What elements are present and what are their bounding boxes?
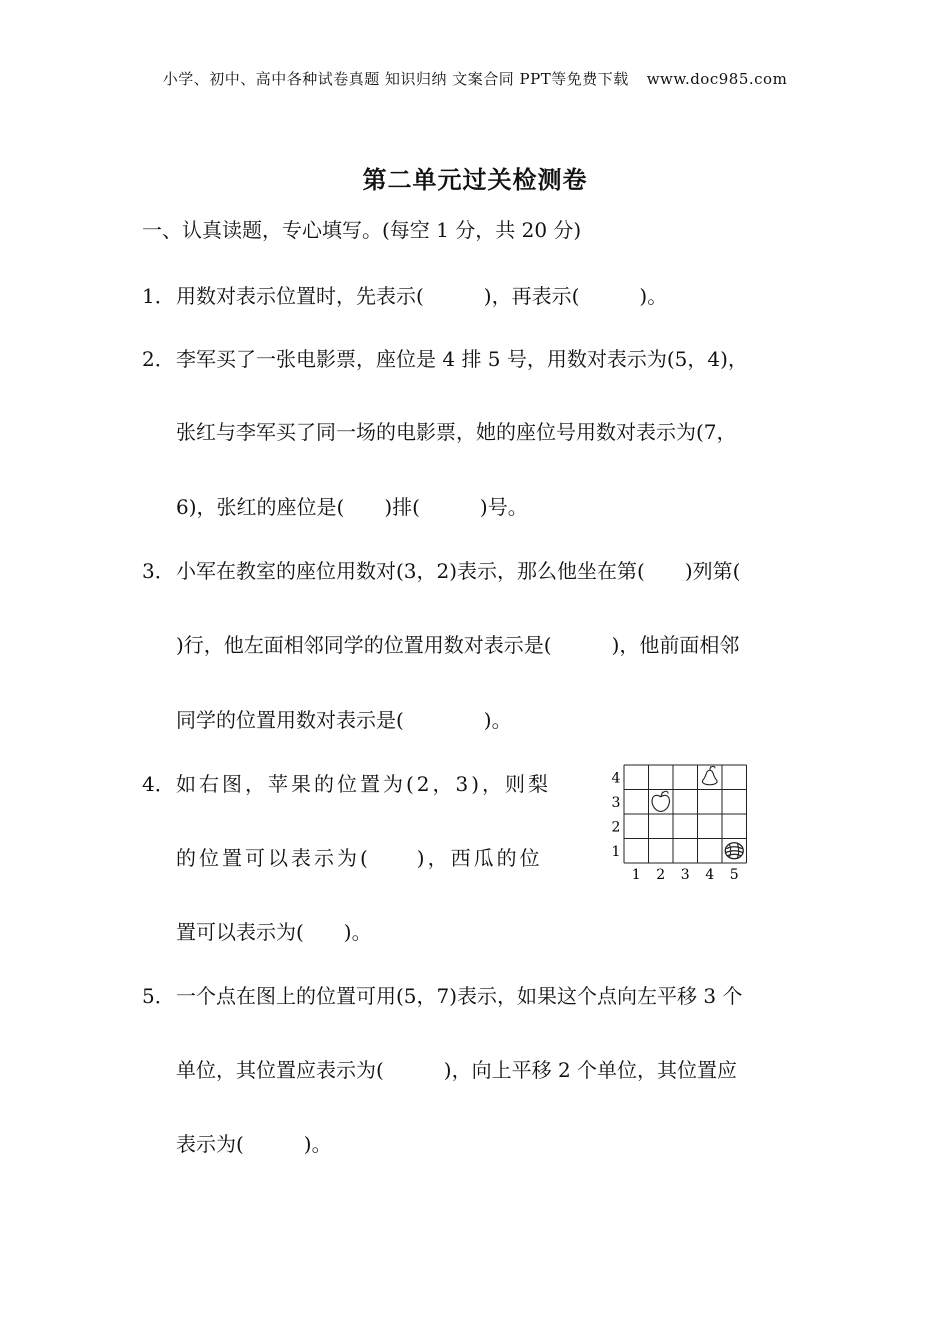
- question-line: 置可以表示为( )。: [176, 920, 372, 944]
- y-tick-label: 2: [611, 819, 621, 836]
- question-4: [142, 768, 551, 797]
- question-line: 表示为( )。: [176, 1132, 332, 1156]
- question-line: 的位置可以表示为( )，西瓜的位: [176, 846, 543, 870]
- y-tick-label: 1: [611, 843, 621, 860]
- page-title: 第二单元过关检测卷: [362, 166, 588, 194]
- section-heading: 一、认真读题，专心填写。(每空 1 分，共 20 分): [142, 218, 582, 242]
- coordinate-grid-figure: [604, 762, 754, 883]
- question-number: 2．: [142, 347, 175, 371]
- question-5: [142, 980, 743, 1009]
- question-1: [142, 280, 667, 309]
- x-tick-label: 3: [680, 867, 690, 883]
- question-line: 小军在教室的座位用数对(3，2)表示，那么他坐在第( )列第(: [176, 559, 741, 583]
- question-line: 如右图，苹果的位置为(2，3)，则梨: [176, 772, 552, 796]
- y-tick-label: 3: [611, 794, 621, 811]
- question-line: 张红与李军买了同一场的电影票，她的座位号用数对表示为(7，: [176, 420, 737, 444]
- x-tick-label: 5: [729, 867, 739, 883]
- x-tick-label: 2: [656, 867, 666, 883]
- question-2: [142, 343, 748, 372]
- question-number: 4．: [142, 772, 175, 796]
- question-line: 单位，其位置应表示为( )，向上平移 2 个单位，其位置应: [176, 1058, 738, 1082]
- x-tick-label: 1: [631, 867, 641, 883]
- question-line: 用数对表示位置时，先表示( )，再表示( )。: [176, 284, 668, 308]
- question-line: 6)，张红的座位是( )排( )号。: [176, 495, 528, 519]
- header-url[interactable]: www.doc985.com: [646, 70, 788, 88]
- x-tick-label: 4: [705, 867, 715, 883]
- pear-icon: [702, 766, 717, 785]
- header-text: 小学、初中、高中各种试卷真题 知识归纳 文案合同 PPT等免费下载: [162, 70, 629, 88]
- apple-icon: [652, 791, 669, 811]
- coordinate-grid: [604, 762, 754, 883]
- question-line: )行，他左面相邻同学的位置用数对表示是( )，他前面相邻: [176, 633, 740, 657]
- question-line: 李军买了一张电影票，座位是 4 排 5 号，用数对表示为(5，4)，: [176, 347, 748, 371]
- question-number: 1．: [142, 284, 175, 308]
- page-header: [0, 68, 950, 89]
- question-3: [142, 555, 740, 584]
- question-number: 3．: [142, 559, 175, 583]
- question-line: 同学的位置用数对表示是( )。: [176, 708, 512, 732]
- watermelon-icon: [725, 843, 743, 859]
- y-tick-label: 4: [611, 770, 621, 787]
- question-number: 5．: [142, 984, 175, 1008]
- question-line: 一个点在图上的位置可用(5，7)表示，如果这个点向左平移 3 个: [176, 984, 743, 1008]
